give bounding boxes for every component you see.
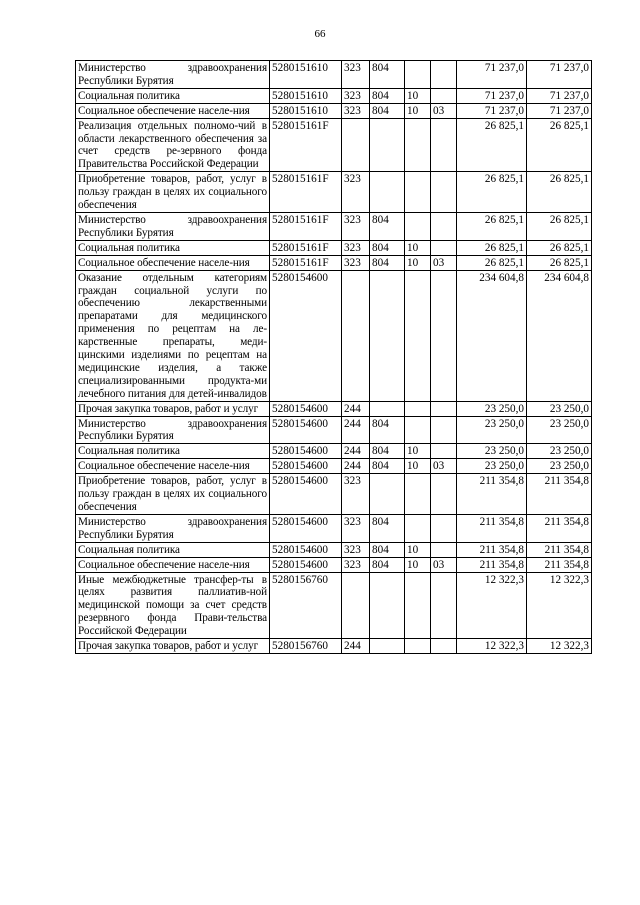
expense-type-cell: 323 bbox=[342, 212, 370, 240]
ministry-code-cell: 804 bbox=[370, 61, 405, 89]
amount-year2-cell: 211 354,8 bbox=[527, 557, 592, 572]
section-cell: 10 bbox=[405, 557, 431, 572]
target-article-cell: 528015161F bbox=[270, 118, 342, 172]
section-cell bbox=[405, 172, 431, 213]
row-name-cell: Социальное обеспечение населе-ния bbox=[76, 255, 270, 270]
row-name-cell: Социальная политика bbox=[76, 444, 270, 459]
amount-year1-cell: 26 825,1 bbox=[457, 172, 527, 213]
table-row bbox=[76, 572, 592, 639]
amount-year1-cell: 26 825,1 bbox=[457, 255, 527, 270]
expense-type-cell: 244 bbox=[342, 416, 370, 444]
amount-year2-cell: 71 237,0 bbox=[527, 88, 592, 103]
amount-year2-cell: 234 604,8 bbox=[527, 270, 592, 401]
table-row bbox=[76, 514, 592, 542]
amount-year1-cell: 26 825,1 bbox=[457, 240, 527, 255]
subsection-cell: 03 bbox=[431, 255, 457, 270]
subsection-cell bbox=[431, 444, 457, 459]
row-name-cell: Реализация отдельных полномо-чий в области лекарственного обеспечения за счет средств ре-зервного фонда Правительства Российской Федерации bbox=[76, 118, 270, 172]
expense-type-cell: 323 bbox=[342, 255, 370, 270]
target-article-cell: 5280151610 bbox=[270, 103, 342, 118]
amount-year1-cell: 211 354,8 bbox=[457, 514, 527, 542]
amount-year2-cell: 211 354,8 bbox=[527, 474, 592, 515]
amount-year1-cell: 71 237,0 bbox=[457, 88, 527, 103]
section-cell bbox=[405, 270, 431, 401]
expense-type-cell: 244 bbox=[342, 639, 370, 654]
row-name-cell: Министерство здравоохранения Республики Бурятия bbox=[76, 416, 270, 444]
expense-type-cell bbox=[342, 572, 370, 639]
subsection-cell bbox=[431, 212, 457, 240]
ministry-code-cell bbox=[370, 474, 405, 515]
subsection-cell bbox=[431, 542, 457, 557]
expense-type-cell bbox=[342, 270, 370, 401]
section-cell: 10 bbox=[405, 459, 431, 474]
ministry-code-cell bbox=[370, 172, 405, 213]
target-article-cell: 5280154600 bbox=[270, 416, 342, 444]
target-article-cell: 5280154600 bbox=[270, 270, 342, 401]
section-cell: 10 bbox=[405, 88, 431, 103]
ministry-code-cell: 804 bbox=[370, 514, 405, 542]
target-article-cell: 5280154600 bbox=[270, 444, 342, 459]
table-row bbox=[76, 444, 592, 459]
table-row bbox=[76, 542, 592, 557]
subsection-cell bbox=[431, 172, 457, 213]
table-row bbox=[76, 172, 592, 213]
table-row bbox=[76, 557, 592, 572]
section-cell bbox=[405, 572, 431, 639]
section-cell bbox=[405, 416, 431, 444]
section-cell bbox=[405, 514, 431, 542]
table-row bbox=[76, 212, 592, 240]
amount-year2-cell: 26 825,1 bbox=[527, 118, 592, 172]
amount-year1-cell: 12 322,3 bbox=[457, 572, 527, 639]
section-cell: 10 bbox=[405, 444, 431, 459]
row-name-cell: Социальная политика bbox=[76, 240, 270, 255]
row-name-cell: Социальное обеспечение населе-ния bbox=[76, 557, 270, 572]
expense-type-cell: 323 bbox=[342, 474, 370, 515]
subsection-cell: 03 bbox=[431, 103, 457, 118]
ministry-code-cell bbox=[370, 118, 405, 172]
subsection-cell: 03 bbox=[431, 459, 457, 474]
target-article-cell: 5280154600 bbox=[270, 514, 342, 542]
ministry-code-cell bbox=[370, 270, 405, 401]
target-article-cell: 5280154600 bbox=[270, 401, 342, 416]
budget-table bbox=[75, 60, 592, 654]
row-name-cell: Приобретение товаров, работ, услуг в пользу граждан в целях их социального обеспечения bbox=[76, 172, 270, 213]
target-article-cell: 5280151610 bbox=[270, 88, 342, 103]
amount-year2-cell: 12 322,3 bbox=[527, 639, 592, 654]
page-number: 66 bbox=[314, 28, 326, 40]
expense-type-cell bbox=[342, 118, 370, 172]
amount-year1-cell: 26 825,1 bbox=[457, 212, 527, 240]
target-article-cell: 5280154600 bbox=[270, 557, 342, 572]
amount-year1-cell: 12 322,3 bbox=[457, 639, 527, 654]
amount-year2-cell: 26 825,1 bbox=[527, 255, 592, 270]
subsection-cell bbox=[431, 240, 457, 255]
section-cell bbox=[405, 639, 431, 654]
amount-year2-cell: 71 237,0 bbox=[527, 61, 592, 89]
row-name-cell: Прочая закупка товаров, работ и услуг bbox=[76, 401, 270, 416]
section-cell bbox=[405, 61, 431, 89]
row-name-cell: Министерство здравоохранения Республики Бурятия bbox=[76, 212, 270, 240]
expense-type-cell: 323 bbox=[342, 240, 370, 255]
target-article-cell: 528015161F bbox=[270, 172, 342, 213]
expense-type-cell: 323 bbox=[342, 172, 370, 213]
target-article-cell: 528015161F bbox=[270, 212, 342, 240]
table-row bbox=[76, 61, 592, 89]
section-cell: 10 bbox=[405, 255, 431, 270]
table-row bbox=[76, 401, 592, 416]
row-name-cell: Приобретение товаров, работ, услуг в пользу граждан в целях их социального обеспечения bbox=[76, 474, 270, 515]
ministry-code-cell: 804 bbox=[370, 444, 405, 459]
section-cell bbox=[405, 212, 431, 240]
ministry-code-cell: 804 bbox=[370, 542, 405, 557]
subsection-cell: 03 bbox=[431, 557, 457, 572]
amount-year1-cell: 26 825,1 bbox=[457, 118, 527, 172]
amount-year1-cell: 71 237,0 bbox=[457, 61, 527, 89]
target-article-cell: 5280151610 bbox=[270, 61, 342, 89]
amount-year1-cell: 23 250,0 bbox=[457, 416, 527, 444]
amount-year1-cell: 23 250,0 bbox=[457, 401, 527, 416]
expense-type-cell: 323 bbox=[342, 103, 370, 118]
table-row bbox=[76, 270, 592, 401]
ministry-code-cell: 804 bbox=[370, 88, 405, 103]
table-row bbox=[76, 88, 592, 103]
section-cell bbox=[405, 401, 431, 416]
amount-year1-cell: 211 354,8 bbox=[457, 474, 527, 515]
section-cell: 10 bbox=[405, 103, 431, 118]
amount-year2-cell: 211 354,8 bbox=[527, 542, 592, 557]
row-name-cell: Социальная политика bbox=[76, 542, 270, 557]
expense-type-cell: 323 bbox=[342, 514, 370, 542]
amount-year2-cell: 71 237,0 bbox=[527, 103, 592, 118]
subsection-cell bbox=[431, 416, 457, 444]
ministry-code-cell bbox=[370, 572, 405, 639]
subsection-cell bbox=[431, 61, 457, 89]
subsection-cell bbox=[431, 270, 457, 401]
table-row bbox=[76, 240, 592, 255]
subsection-cell bbox=[431, 401, 457, 416]
row-name-cell: Министерство здравоохранения Республики Бурятия bbox=[76, 514, 270, 542]
ministry-code-cell bbox=[370, 401, 405, 416]
ministry-code-cell: 804 bbox=[370, 255, 405, 270]
amount-year2-cell: 26 825,1 bbox=[527, 240, 592, 255]
ministry-code-cell: 804 bbox=[370, 240, 405, 255]
expense-type-cell: 323 bbox=[342, 88, 370, 103]
ministry-code-cell: 804 bbox=[370, 459, 405, 474]
section-cell bbox=[405, 118, 431, 172]
table-row bbox=[76, 459, 592, 474]
expense-type-cell: 244 bbox=[342, 401, 370, 416]
subsection-cell bbox=[431, 88, 457, 103]
target-article-cell: 528015161F bbox=[270, 255, 342, 270]
ministry-code-cell: 804 bbox=[370, 212, 405, 240]
amount-year2-cell: 23 250,0 bbox=[527, 416, 592, 444]
target-article-cell: 5280154600 bbox=[270, 474, 342, 515]
target-article-cell: 5280154600 bbox=[270, 459, 342, 474]
table-body bbox=[76, 61, 592, 654]
ministry-code-cell: 804 bbox=[370, 557, 405, 572]
row-name-cell: Социальное обеспечение населе-ния bbox=[76, 459, 270, 474]
expense-type-cell: 244 bbox=[342, 444, 370, 459]
expense-type-cell: 244 bbox=[342, 459, 370, 474]
amount-year1-cell: 23 250,0 bbox=[457, 459, 527, 474]
subsection-cell bbox=[431, 474, 457, 515]
subsection-cell bbox=[431, 118, 457, 172]
amount-year2-cell: 26 825,1 bbox=[527, 212, 592, 240]
amount-year2-cell: 12 322,3 bbox=[527, 572, 592, 639]
row-name-cell: Министерство здравоохранения Республики Бурятия bbox=[76, 61, 270, 89]
amount-year1-cell: 211 354,8 bbox=[457, 557, 527, 572]
amount-year1-cell: 71 237,0 bbox=[457, 103, 527, 118]
target-article-cell: 5280156760 bbox=[270, 639, 342, 654]
table-row bbox=[76, 103, 592, 118]
subsection-cell bbox=[431, 572, 457, 639]
row-name-cell: Иные межбюджетные трансфер-ты в целях развития паллиатив-ной медицинской помощи за счет средств резервного фонда Прави-тельства Российской Федерации bbox=[76, 572, 270, 639]
ministry-code-cell: 804 bbox=[370, 416, 405, 444]
expense-type-cell: 323 bbox=[342, 557, 370, 572]
section-cell: 10 bbox=[405, 240, 431, 255]
table-row bbox=[76, 474, 592, 515]
row-name-cell: Социальное обеспечение населе-ния bbox=[76, 103, 270, 118]
amount-year1-cell: 23 250,0 bbox=[457, 444, 527, 459]
section-cell bbox=[405, 474, 431, 515]
row-name-cell: Оказание отдельным категориям граждан социальной услуги по обеспечению лекарственными препаратами для медицинского применения по рецептам на ле-карственные препараты, меди-цинскими изделиями по рецептам на медицинские изделия, а также специализированными продукта-ми лечебного питания для детей-инвалидов bbox=[76, 270, 270, 401]
amount-year2-cell: 211 354,8 bbox=[527, 514, 592, 542]
expense-type-cell: 323 bbox=[342, 61, 370, 89]
row-name-cell: Прочая закупка товаров, работ и услуг bbox=[76, 639, 270, 654]
row-name-cell: Социальная политика bbox=[76, 88, 270, 103]
amount-year1-cell: 211 354,8 bbox=[457, 542, 527, 557]
amount-year2-cell: 26 825,1 bbox=[527, 172, 592, 213]
amount-year2-cell: 23 250,0 bbox=[527, 444, 592, 459]
target-article-cell: 528015161F bbox=[270, 240, 342, 255]
table-row bbox=[76, 118, 592, 172]
ministry-code-cell bbox=[370, 639, 405, 654]
target-article-cell: 5280154600 bbox=[270, 542, 342, 557]
subsection-cell bbox=[431, 514, 457, 542]
target-article-cell: 5280156760 bbox=[270, 572, 342, 639]
amount-year2-cell: 23 250,0 bbox=[527, 401, 592, 416]
table-row bbox=[76, 255, 592, 270]
subsection-cell bbox=[431, 639, 457, 654]
amount-year2-cell: 23 250,0 bbox=[527, 459, 592, 474]
ministry-code-cell: 804 bbox=[370, 103, 405, 118]
table-row bbox=[76, 416, 592, 444]
amount-year1-cell: 234 604,8 bbox=[457, 270, 527, 401]
expense-type-cell: 323 bbox=[342, 542, 370, 557]
table-row bbox=[76, 639, 592, 654]
section-cell: 10 bbox=[405, 542, 431, 557]
